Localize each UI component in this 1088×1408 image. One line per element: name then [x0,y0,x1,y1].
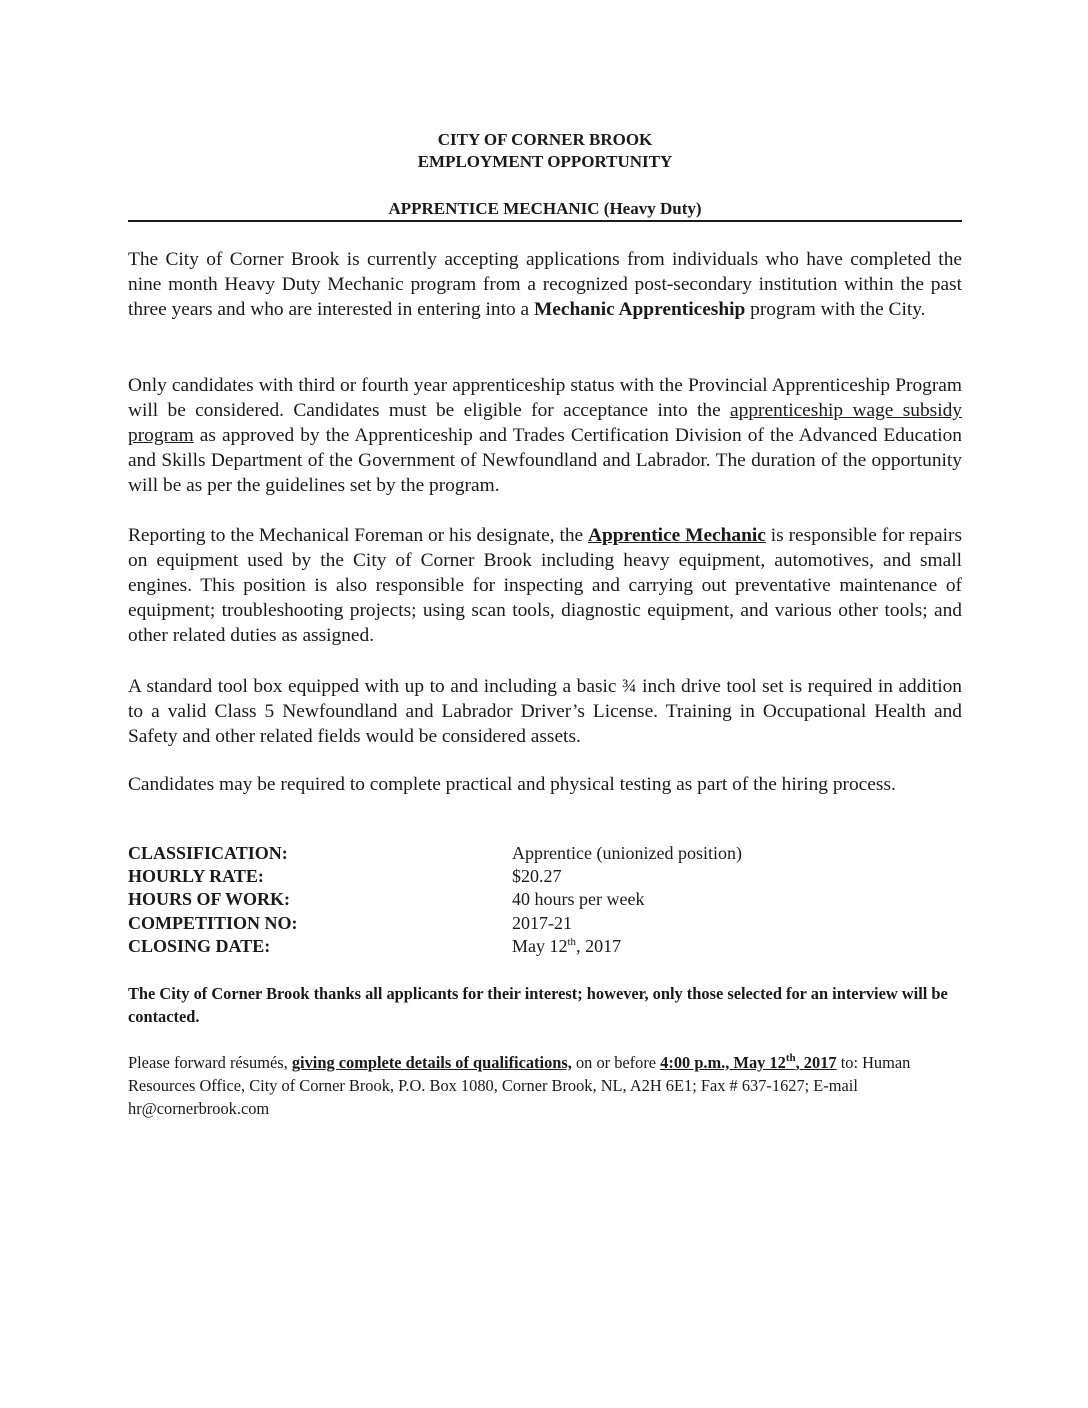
detail-label: HOURLY RATE: [128,866,264,887]
wage-subsidy-program-link: apprenticeship wage subsidy program [128,400,962,446]
eligibility-text-end: as approved by the Apprenticeship and Trades Certification Division of the Advanced Education and Skills Department of the Government of Newfoundland and Labrador. The duration of the opportunity will be as per the guidelines set by the program. [128,425,962,496]
detail-row-competition-no [128,912,962,935]
mechanic-apprenticeship-emphasis: Mechanic Apprenticeship [533,299,746,320]
application-instructions: Please forward résumés, giving complete details of qualifications, on or before 4:00 p.m., May 12th, 2017 to: Human Resources Office, City of Corner Brook, P.O. Box 1080, Corner Brook, NL, A2H 6E1; Fax # 637-1627; E-mail hr@cornerbrook.com [128,1052,911,1118]
detail-row-hourly-rate [128,865,962,888]
intro-text-end: program with the City. [745,299,926,320]
detail-row-hours-of-work [128,888,962,911]
city-name-heading: CITY OF CORNER BROOK [437,130,653,149]
eligibility-text-start: Only candidates with third or fourth year apprenticeship status with the Provincial Apprenticeship Program will be considered. Candidates must be eligible for acceptance into the [128,375,962,421]
duties-text-end: is responsible for repairs on equipment used by the City of Corner Brook including heavy equipment, automotives, and small engines. This position is also responsible for inspecting and carrying out preventative maintenance of equipment; troubleshooting projects; using scan tools, diagnostic equipment, and various other tools; and other related duties as assigned. [128,525,962,646]
testing-paragraph: Candidates may be required to complete practical and physical testing as part of the hiring process. [128,774,896,795]
detail-label: COMPETITION NO: [128,912,298,933]
duties-text-start: Reporting to the Mechanical Foreman or his designate, the [128,525,588,546]
detail-value: 2017-21 [512,912,572,933]
requirements-paragraph: A standard tool box equipped with up to and including a basic ¾ inch drive tool set is required in addition to a valid Class 5 Newfoundland and Labrador Driver’s License. Training in Occupational Health and Safety and other related fields would be considered assets. [128,676,962,747]
deadline-emphasis: 4:00 p.m., May 12th, 2017 [660,1052,837,1072]
detail-value: Apprentice (unionized position) [512,843,742,863]
detail-value: $20.27 [512,866,562,887]
qualifications-emphasis: giving complete details of qualifications, [291,1053,572,1072]
position-title: APPRENTICE MECHANIC (Heavy Duty) [388,199,702,218]
title-divider [128,220,962,222]
intro-paragraph [128,247,962,322]
apprentice-mechanic-emphasis: Apprentice Mechanic [588,525,766,546]
eligibility-paragraph [128,373,962,498]
detail-value: 40 hours per week [512,889,645,910]
detail-label: CLOSING DATE: [128,935,271,956]
detail-value: May 12th, 2017 [512,935,622,956]
position-details [128,842,962,958]
thank-you-note: The City of Corner Brook thanks all applicants for their interest; however, only those selected for an interview will be contacted. [128,984,948,1026]
intro-text-start: The City of Corner Brook is currently accepting applications from individuals who have completed the nine month Heavy Duty Mechanic program from a recognized post-secondary institution within the past three years and who are interested in entering into a [128,249,962,320]
detail-row-classification [128,842,962,865]
detail-row-closing-date [128,935,962,958]
detail-label: HOURS OF WORK: [128,889,291,910]
duties-paragraph [128,523,962,648]
employment-opportunity-heading: EMPLOYMENT OPPORTUNITY [417,152,673,171]
detail-label: CLASSIFICATION: [128,843,288,863]
